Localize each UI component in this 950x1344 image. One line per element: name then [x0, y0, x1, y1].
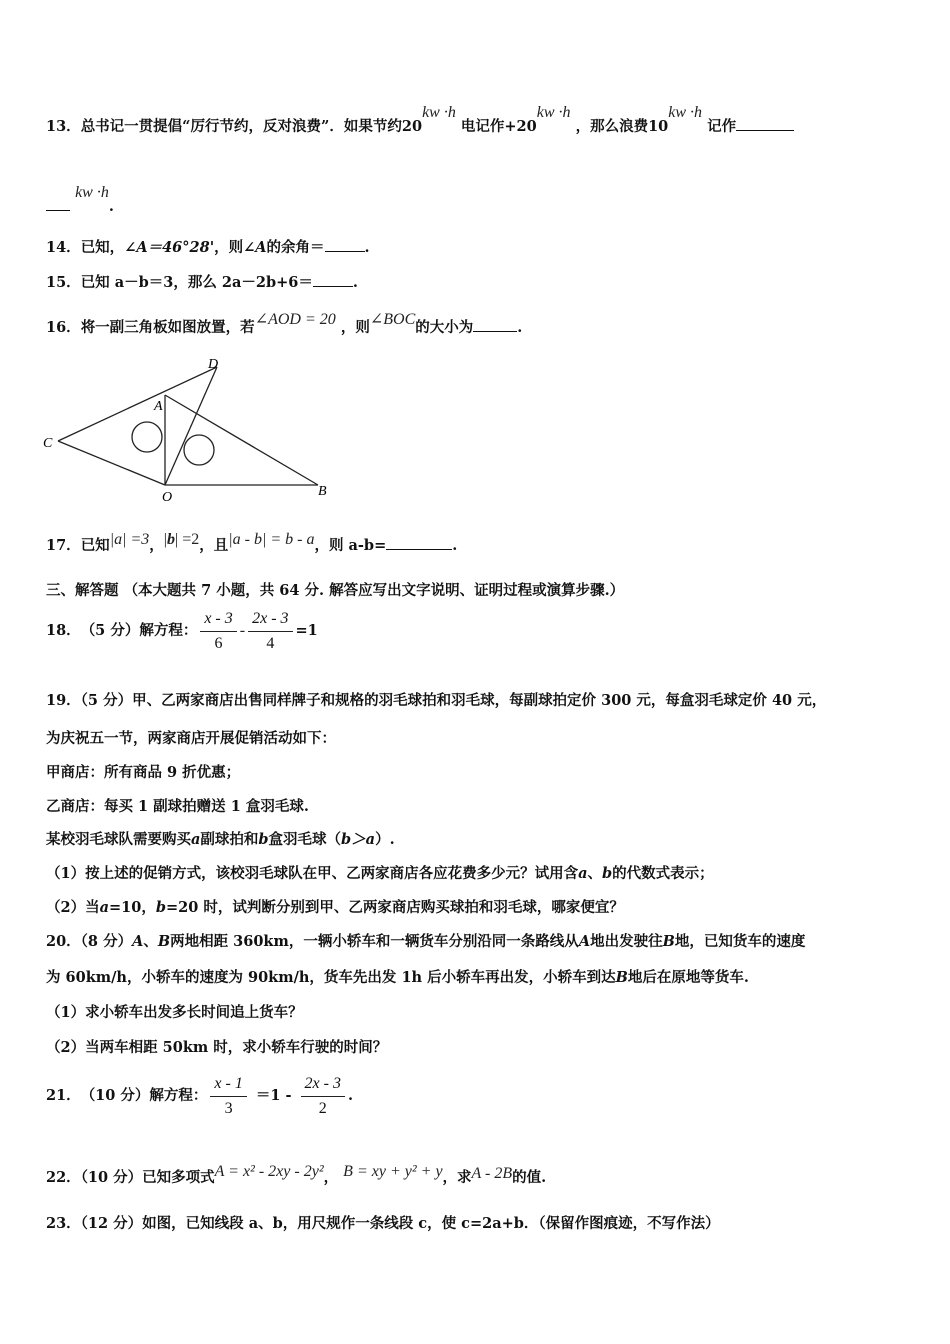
q13-text-2: 电记作+20 [460, 118, 537, 135]
q13-unit-2: kw ·h [536, 104, 571, 121]
q20-l1-e: 两地相距 360km，一辆小轿车和一辆货车分别沿同一条路线从 [170, 933, 579, 950]
q19-l7-c: =10， [109, 899, 156, 916]
label-a: A [154, 399, 163, 414]
question-21 [46, 1072, 353, 1120]
q18-minus: - [239, 622, 246, 639]
q18-fraction-2-denominator: 4 [266, 634, 275, 652]
q14-end: . [364, 239, 370, 256]
label-b: B [318, 484, 327, 499]
q19-l5-c: 副球拍和 [200, 831, 259, 848]
question-13-continued [46, 184, 114, 217]
q15-number: 15． [46, 274, 81, 291]
q19-l7-var-b: b [155, 899, 166, 916]
q14-number: 14． [46, 239, 81, 256]
q19-l5-var-a: a [191, 831, 201, 848]
q13-text-4: 记作 [707, 118, 737, 135]
q19-l7-var-a: a [99, 899, 109, 916]
q16-text-3: 的大小为 [415, 319, 474, 336]
q20-line-1 [46, 932, 805, 952]
q13-unit-1: kw ·h [422, 104, 456, 121]
q19-line-5 [46, 830, 395, 850]
q19-l6-a: （1）按上述的促销方式，该校羽毛球队在甲、乙两家商店各应花费多少元？试用含 [46, 865, 579, 882]
q16-text-1: 将一副三角板如图放置，若 [80, 319, 255, 336]
q18-fraction-1 [200, 609, 236, 654]
q14-text-2: ，则 [214, 239, 244, 256]
q22-math-expression: A - 2B [471, 1165, 513, 1182]
q18-fraction-1-numerator: x - 3 [200, 609, 236, 632]
section-3-title: 三、解答题 [46, 582, 119, 599]
q21-text: （10 分）解方程： [80, 1087, 208, 1104]
q22-text-2: ，求 [442, 1169, 472, 1186]
q20-line-2 [46, 968, 749, 988]
q21-fraction-2-numerator: 2x - 3 [301, 1074, 345, 1097]
q21-fraction-2 [301, 1074, 345, 1119]
q22-text-1: （10 分）已知多项式 [80, 1169, 215, 1186]
question-17 [46, 531, 458, 556]
q19-l6-var-a: a [578, 865, 588, 882]
q19-l5-condition: b＞a [341, 831, 376, 848]
q14-answer-blank [325, 237, 365, 252]
q18-text: （5 分）解方程： [80, 622, 198, 639]
q17-number: 17． [46, 537, 81, 554]
q20-point-a-2: A [578, 933, 591, 950]
q20-l1-a: 20．（8 分） [46, 933, 133, 950]
q13-number: 13． [46, 118, 81, 135]
q13-answer-blank-2 [46, 196, 70, 211]
question-15 [46, 272, 358, 293]
q20-line-3: （1）求小轿车出发多长时间追上货车？ [46, 1004, 303, 1021]
q13-unit-3: kw ·h [668, 104, 703, 121]
q20-l1-c: 、 [143, 933, 158, 950]
q17-end: . [452, 537, 458, 554]
q22-math-polynomial-a: A = x² - 2xy - 2y² [214, 1163, 324, 1180]
q21-equals: ＝1 - [255, 1087, 292, 1104]
q13-answer-blank [736, 116, 794, 131]
q20-l1-i: 地，已知货车的速度 [674, 933, 806, 950]
q19-l5-g: ）. [375, 831, 395, 848]
q22-comma: ， [323, 1169, 339, 1186]
q21-fraction-2-denominator: 2 [318, 1099, 327, 1117]
question-16 [46, 311, 523, 338]
triangle-set-figure [40, 355, 340, 505]
q17-comma-1: ， [149, 537, 164, 554]
q22-math-polynomial-b: B = xy + y² + y [343, 1163, 443, 1180]
q20-line-4: （2）当两车相距 50km 时，求小轿车行驶的时间？ [46, 1039, 388, 1056]
q19-l5-a: 某校羽毛球队需要购买 [46, 831, 191, 848]
q20-point-a: A [132, 933, 144, 950]
q17-math-condition: |a - b| = b - a [228, 531, 315, 548]
q13-end: . [108, 198, 114, 215]
q19-l6-var-b: b [602, 865, 613, 882]
q17-abs-close: | =2 [174, 531, 200, 548]
q14-text-3: 的余角＝ [266, 239, 325, 256]
question-14 [46, 237, 370, 258]
q18-fraction-2 [248, 609, 292, 654]
q14-angle-expression: ∠A＝46°28' [124, 239, 215, 256]
q19-l7-e: =20 时，试判断分别到甲、乙两家商店购买球拍和羽毛球，哪家便宜？ [165, 899, 624, 916]
q19-line-6 [46, 864, 714, 884]
q18-number: 18． [46, 622, 81, 639]
q13-number-3: 10 [648, 118, 669, 135]
q17-b: b [166, 531, 175, 548]
q17-text-2: ，且 [199, 537, 229, 554]
q21-fraction-1-numerator: x - 1 [210, 1074, 246, 1097]
q19-line-7 [46, 898, 624, 918]
section-3-heading [46, 581, 624, 601]
q19-l7-a: （2）当 [46, 899, 100, 916]
q20-l2-c: 地后在原地等货车. [627, 969, 749, 986]
q14-angle: ∠A [243, 239, 267, 256]
q17-text-3: ，则 a-b= [314, 537, 387, 554]
label-c: C [43, 436, 53, 451]
q15-end: . [352, 274, 358, 291]
q14-text-1: 已知， [80, 239, 125, 256]
label-d: D [208, 357, 219, 372]
q21-number: 21． [46, 1087, 81, 1104]
q18-fraction-2-numerator: 2x - 3 [248, 609, 292, 632]
q22-text-3: 的值. [512, 1169, 547, 1186]
segment-c-o [58, 441, 165, 485]
q15-answer-blank [313, 272, 353, 287]
q17-text-1: 已知 [80, 537, 110, 554]
q19-line-1: 19．（5 分）甲、乙两家商店出售同样牌子和规格的羽毛球拍和羽毛球，每副球拍定价 300 元，每盒羽毛球定价 40 元， [46, 692, 827, 709]
question-23: 23．（12 分）如图，已知线段 a、b，用尺规作一条线段 c，使 c=2a+b．（保留作图痕迹，不写作法） [46, 1215, 720, 1232]
q17-math-abs-b [164, 531, 199, 548]
q17-math-abs-a: |a| =3 [109, 531, 150, 548]
hole-left [132, 422, 162, 452]
q19-l6-e: 的代数式表示； [612, 865, 714, 882]
question-18 [46, 608, 318, 654]
q19-line-3: 甲商店：所有商品 9 折优惠； [46, 764, 241, 781]
q13-text-1: 总书记一贯提倡“厉行节约，反对浪费”．如果节约 [80, 118, 402, 135]
q16-math-angle-aod: ∠AOD = 20 [254, 311, 336, 328]
q16-end: . [517, 319, 523, 336]
q19-l5-e: 盒羽毛球（ [268, 831, 342, 848]
q19-line-2: 为庆祝五一节，两家商店开展促销活动如下： [46, 730, 336, 747]
question-13 [46, 104, 794, 137]
q19-line-4: 乙商店：每买 1 副球拍赠送 1 盒羽毛球. [46, 798, 309, 815]
q16-math-angle-boc: ∠BOC [369, 311, 416, 328]
q19-l5-var-b: b [258, 831, 269, 848]
question-22 [46, 1163, 547, 1188]
q20-l2-a: 为 60km/h，小轿车的速度为 90km/h，货车先出发 1h 后小轿车再出发，小轿车到达 [46, 969, 616, 986]
segment-c-d [58, 367, 217, 441]
q17-answer-blank [386, 535, 452, 550]
segment-o-d [165, 367, 217, 485]
q16-text-2: ，则 [340, 319, 370, 336]
q13-unit-4: kw ·h [75, 184, 109, 201]
q20-point-b: B [157, 933, 171, 950]
q18-equals: =1 [295, 622, 318, 639]
q21-fraction-1-denominator: 3 [224, 1099, 233, 1117]
q13-number-1: 20 [401, 118, 423, 135]
q20-point-b-3: B [615, 969, 628, 986]
q19-l6-c: 、 [587, 865, 602, 882]
section-3-note: （本大题共 7 小题，共 64 分. 解答应写出文字说明、证明过程或演算步骤.） [123, 582, 625, 599]
q20-l1-g: 地出发驶往 [590, 933, 663, 950]
q20-point-b-2: B [662, 933, 675, 950]
q13-text-3: ，那么浪费 [575, 118, 649, 135]
q16-number: 16． [46, 319, 81, 336]
q21-fraction-1 [210, 1074, 246, 1119]
q16-answer-blank [473, 317, 517, 332]
q22-number: 22． [46, 1169, 81, 1186]
q21-end: . [347, 1087, 354, 1104]
q17-abs-open: | [163, 531, 167, 548]
label-o: O [162, 490, 173, 505]
q15-text: 已知 a－b＝3，那么 2a－2b+6＝ [80, 274, 313, 291]
hole-right [184, 435, 214, 465]
q18-fraction-1-denominator: 6 [214, 634, 223, 652]
